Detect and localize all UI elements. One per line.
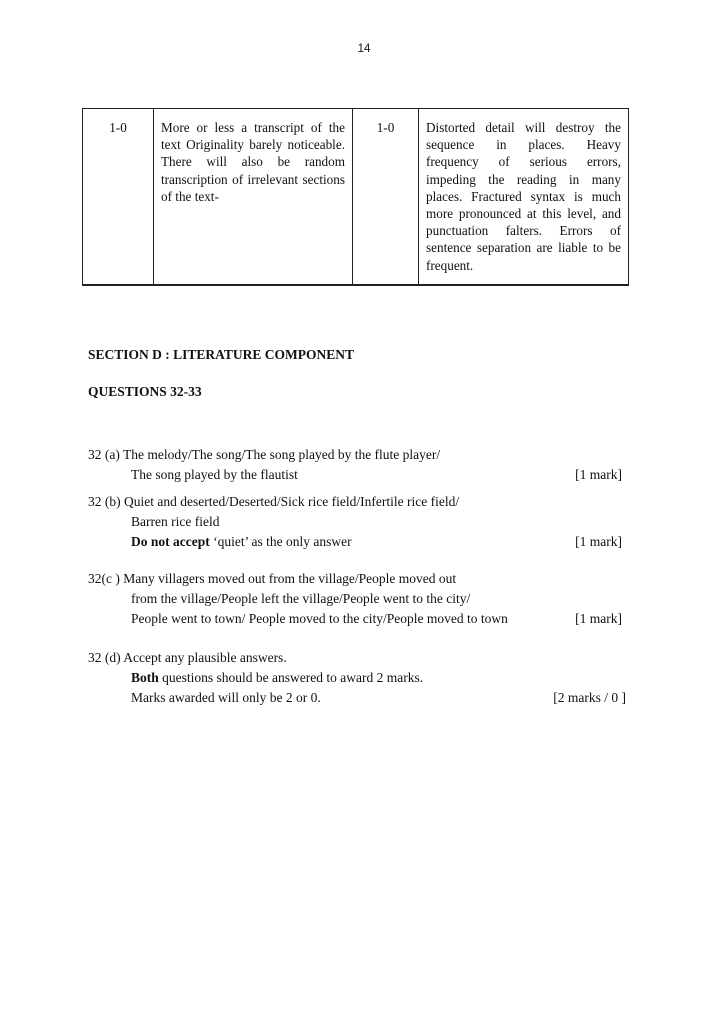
- answer-line: questions should be answered to award 2 marks.: [158, 670, 424, 685]
- page-number: 14: [357, 43, 371, 55]
- answer-line: The song played by the flautist: [131, 467, 298, 482]
- answer-line: 32 (a) The melody/The song/The song played by the flute player/: [88, 447, 441, 462]
- answer-line: 32(c ) Many villagers moved out from the village/People moved out: [88, 571, 457, 586]
- answer-line: Marks awarded will only be 2 or 0.: [131, 690, 321, 705]
- questions-heading: QUESTIONS 32-33: [88, 384, 202, 399]
- mark-allocation: [1 mark]: [575, 611, 622, 626]
- section-heading: SECTION D : LITERATURE COMPONENT: [88, 347, 355, 362]
- emphasis-text: Do not accept: [131, 534, 210, 549]
- answer-line-container: [88, 609, 628, 629]
- rubric-row: [83, 109, 629, 286]
- answer-line-container: [88, 465, 628, 485]
- answer-32d: [88, 648, 628, 708]
- emphasis-text: Both: [131, 670, 159, 685]
- answer-32b: [88, 492, 628, 552]
- mark-allocation: [1 mark]: [575, 534, 622, 549]
- rubric-right-description: Distorted detail will destroy the sequence in places. Heavy frequency of serious errors, impeding the reading in many places. Fractured syntax is much more pronounced at this level, and punctuation falters. Errors of sentence separation are liable to be frequent.: [419, 109, 629, 286]
- answer-line: ‘quiet’ as the only answer: [209, 534, 352, 549]
- mark-allocation: [2 marks / 0 ]: [553, 690, 626, 705]
- answer-32a: [88, 445, 628, 485]
- rubric-right-mark: 1-0: [353, 109, 419, 286]
- answer-line-container: [88, 532, 628, 552]
- answer-line-container: [88, 688, 628, 708]
- mark-allocation: [1 mark]: [575, 467, 622, 482]
- answer-line: Barren rice field: [131, 514, 220, 529]
- answer-line-container: [88, 668, 628, 688]
- rubric-left-mark: 1-0: [83, 109, 154, 286]
- answer-line: 32 (b) Quiet and deserted/Deserted/Sick rice field/Infertile rice field/: [88, 494, 460, 509]
- rubric-table: [82, 108, 629, 286]
- rubric-left-description: More or less a transcript of the text Originality barely noticeable. There will also be random transcription of irrelevant sections of the text-: [154, 109, 353, 286]
- answer-line: People went to town/ People moved to the city/People moved to town: [131, 611, 508, 626]
- answer-line: 32 (d) Accept any plausible answers.: [88, 650, 287, 665]
- answer-32c: [88, 569, 628, 629]
- answer-line: from the village/People left the village/People went to the city/: [131, 591, 471, 606]
